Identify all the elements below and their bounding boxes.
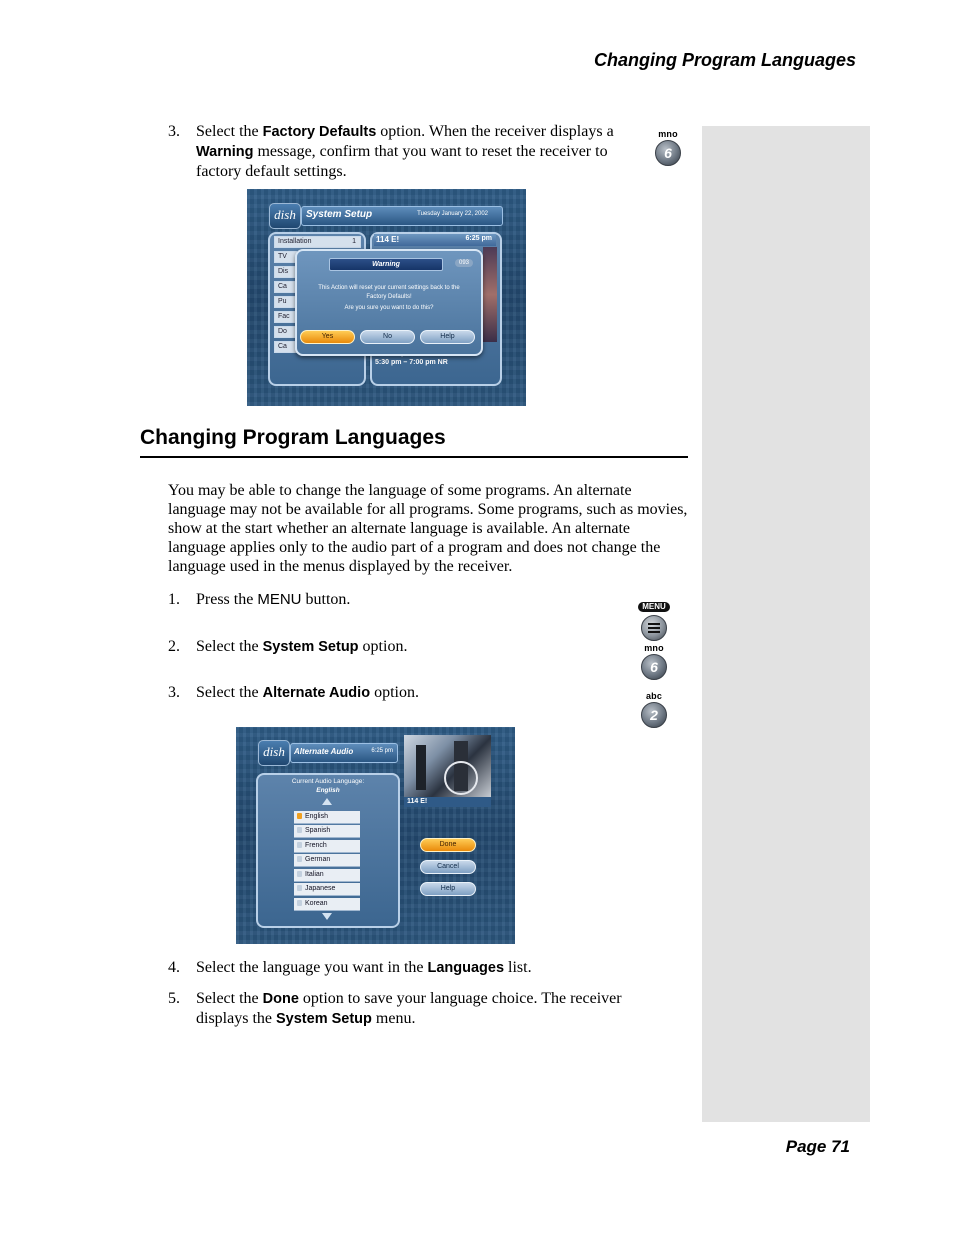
warning-dialog <box>295 249 483 356</box>
language-option[interactable]: Spanish <box>294 825 360 838</box>
step-select-system-setup: 2. Select the System Setup option. <box>168 638 408 655</box>
remote-key-2-icon: abc 2 <box>636 691 672 728</box>
cancel-button[interactable]: Cancel <box>420 860 476 874</box>
language-option[interactable]: English <box>294 811 360 824</box>
step-select-alternate-audio: 3. Select the Alternate Audio option. <box>168 684 419 701</box>
intro-paragraph: You may be able to change the language of some programs. An alternate language may not be available for all programs. Some programs, such as movies, show at the start whether an alternate language is available. An alternate language applies only to the audio part of a program and does not change the language used in the menus displayed by the receiver. <box>168 482 688 575</box>
video-preview <box>404 735 491 797</box>
system-setup-warning-screenshot <box>247 189 526 406</box>
heading-rule <box>140 456 688 458</box>
language-option[interactable]: Korean <box>294 898 360 911</box>
section-heading: Changing Program Languages <box>140 426 446 449</box>
menu-item[interactable]: Fac <box>274 311 297 323</box>
menu-item[interactable]: Do <box>274 326 297 338</box>
current-audio-label: Current Audio Language: <box>291 778 365 785</box>
running-header: Changing Program Languages <box>593 50 856 70</box>
dialog-message: This Action will reset your current settings back to the Factory Defaults! Are you sure you want to do this? <box>318 285 460 311</box>
scroll-up-icon[interactable] <box>322 798 332 805</box>
dish-logo: dish <box>258 740 290 766</box>
done-button[interactable]: Done <box>420 838 476 852</box>
menu-item-installation[interactable]: Installation 1 <box>274 236 361 248</box>
dialog-title: Warning <box>329 258 443 271</box>
step-press-menu: 1. Press the MENU button. <box>168 591 351 608</box>
language-option[interactable]: Japanese <box>294 883 360 896</box>
menu-item[interactable]: Dis <box>274 266 297 278</box>
remote-key-6-icon: mno 6 <box>636 643 672 680</box>
menu-item[interactable]: TV <box>274 251 297 263</box>
step-text: Select the Factory Defaults option. When the receiver displays a Warning message, confirm that you want to reset the receiver to factory default settings. <box>196 123 614 180</box>
dish-logo: dish <box>269 203 301 229</box>
channel-bar: 114 E! 6:25 pm <box>374 234 496 246</box>
step-select-language: 4. Select the language you want in the Languages list. <box>168 959 532 976</box>
page-number: Page 71 <box>785 1137 850 1156</box>
help-button[interactable]: Help <box>420 330 475 344</box>
no-button[interactable]: No <box>360 330 415 344</box>
remote-menu-key-icon: MENU <box>636 596 672 641</box>
language-option[interactable]: French <box>294 840 360 853</box>
language-option[interactable]: Italian <box>294 869 360 882</box>
screen-title-bar: Alternate Audio 6:25 pm <box>290 743 398 763</box>
screen-title-bar: System Setup Tuesday January 22, 2002 <box>301 206 503 226</box>
program-time: 5:30 pm – 7:00 pm NR <box>375 359 448 366</box>
current-audio-value: English <box>316 787 340 794</box>
menu-item[interactable]: Ca <box>274 281 297 293</box>
step-number: 3. <box>168 123 180 140</box>
menu-item[interactable]: Pu <box>274 296 297 308</box>
alternate-audio-screenshot <box>236 727 515 944</box>
margin-sidebar <box>702 126 870 1122</box>
step-factory-defaults <box>168 122 638 182</box>
video-preview <box>483 247 497 342</box>
language-option[interactable]: German <box>294 854 360 867</box>
scroll-down-icon[interactable] <box>322 913 332 920</box>
yes-button[interactable]: Yes <box>300 330 355 344</box>
menu-item[interactable]: Ca <box>274 341 297 353</box>
remote-key-6-icon: mno 6 <box>650 129 686 166</box>
dialog-code: 093 <box>455 259 473 267</box>
help-button[interactable]: Help <box>420 882 476 896</box>
channel-label: 114 E! <box>404 797 491 807</box>
step-select-done: 5. Select the Done option to save your language choice. The receiver displays the System Setup menu. <box>168 990 622 1027</box>
